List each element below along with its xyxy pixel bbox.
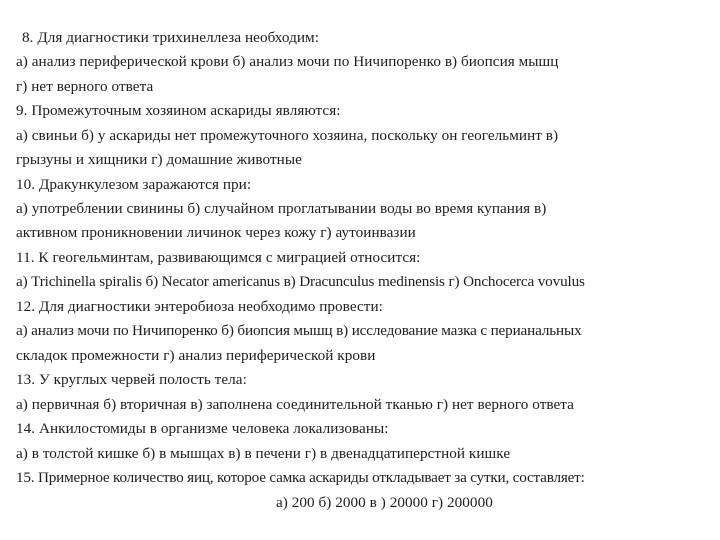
text-line-10: 11. К геогельминтам, развивающимся с миграцией относится:	[16, 249, 421, 266]
text-line-14: складок промежности г) анализ периферической крови	[16, 347, 376, 364]
text-line-17: 14. Анкилостомиды в организме человека локализованы:	[16, 420, 389, 437]
text-line-20: а) 200 б) 2000 в ) 20000 г) 200000	[276, 494, 493, 511]
text-line-12: 12. Для диагностики энтеробиоза необходимо провести:	[16, 298, 383, 315]
text-line-5: а) свиньи б) у аскариды нет промежуточного хозяина, поскольку он геогельминт в)	[16, 127, 559, 144]
text-line-11: а) Trichinella spiralis б) Necator americanus в) Dracunculus medinensis г) Onchocerca vovulus	[16, 273, 585, 290]
text-line-18: а) в толстой кишке б) в мышцах в) в печени г) в двенадцатиперстной кишке	[16, 445, 511, 462]
text-line-6: грызуны и хищники г) домашние животные	[16, 151, 302, 168]
text-line-8: а) употреблении свинины б) случайном проглатывании воды во время купания в)	[16, 200, 547, 217]
text-line-1: 8. Для диагностики трихинеллеза необходим:	[22, 29, 319, 46]
text-line-7: 10. Дракункулезом заражаются при:	[16, 176, 252, 193]
text-line-16: а) первичная б) вторичная в) заполнена соединительной тканью г) нет верного ответа	[16, 396, 574, 413]
text-line-19: 15. Примерное количество яиц, которое самка аскариды откладывает за сутки, составляет:	[16, 469, 585, 486]
text-line-13: а) анализ мочи по Ничипоренко б) биопсия мышц в) исследование мазка с перианальных	[16, 322, 582, 339]
text-line-2: а) анализ периферической крови б) анализ мочи по Ничипоренко в) биопсия мышц	[16, 53, 559, 70]
text-line-15: 13. У круглых червей полость тела:	[16, 371, 247, 388]
text-line-4: 9. Промежуточным хозяином аскариды являются:	[16, 102, 341, 119]
text-line-3: г) нет верного ответа	[16, 78, 154, 95]
text-line-9: активном проникновении личинок через кожу г) аутоинвазии	[16, 224, 416, 241]
